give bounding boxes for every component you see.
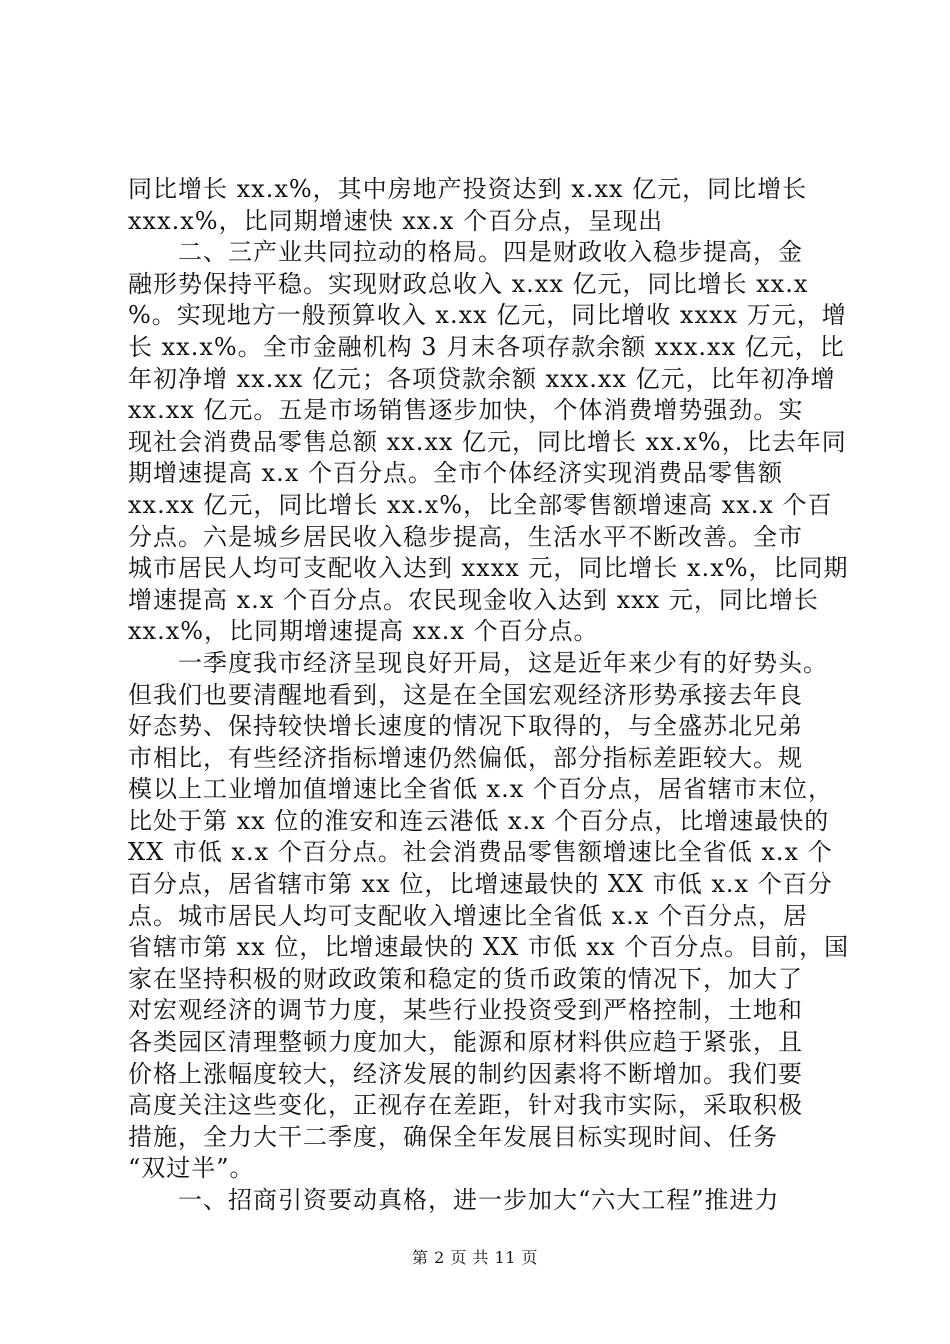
text-line: 增速提高 x.x 个百分点。农民现金收入达到 xxx 元，同比增长 xyxy=(128,585,819,614)
page-footer: 第 2 页 共 11 页 xyxy=(412,1248,538,1267)
text-line: 好态势、保持较快增长速度的情况下取得的，与全盛苏北兄弟 xyxy=(128,712,803,741)
text-line: 分点。六是城乡居民收入稳步提高，生活水平不断改善。全市 xyxy=(128,522,803,551)
text-line: 一、招商引资要动真格，进一步加大“六大工程”推进力 xyxy=(128,1186,780,1214)
text-line: 融形势保持平稳。实现财政总收入 x.xx 亿元，同比增长 xx.x xyxy=(128,269,809,298)
text-line: 一季度我市经济呈现良好开局，这是近年来少有的好势头。 xyxy=(128,648,828,677)
text-line: 对宏观经济的调节力度，某些行业投资受到严格控制，土地和 xyxy=(128,996,803,1025)
text-line: 现社会消费品零售总额 xx.xx 亿元，同比增长 xx.x%，比去年同 xyxy=(128,427,847,456)
text-line: 期增速提高 x.x 个百分点。全市个体经济实现消费品零售额 xyxy=(128,459,783,488)
text-line: 同比增长 xx.x%，其中房地产投资达到 x.xx 亿元，同比增长 xyxy=(128,175,808,203)
text-line: xx.xx 亿元，同比增长 xx.x%，比全部零售额增速高 xx.x 个百 xyxy=(128,490,833,519)
text-line: 家在坚持积极的财政政策和稳定的货币政策的情况下，加大了 xyxy=(128,964,803,993)
text-line: 年初净增 xx.xx 亿元；各项贷款余额 xxx.xx 亿元，比年初净增 xyxy=(128,364,836,393)
text-line: “双过半”。 xyxy=(128,1154,255,1183)
text-line: 比处于第 xx 位的淮安和连云港低 x.x 个百分点，比增速最快的 xyxy=(128,806,830,835)
text-line: 高度关注这些变化，正视存在差距，针对我市实际，采取积极 xyxy=(128,1091,803,1120)
text-line: 城市居民人均可支配收入达到 xxxx 元，同比增长 x.x%，比同期 xyxy=(128,554,849,583)
text-line: xx.x%，比同期增速提高 xx.x 个百分点。 xyxy=(128,617,599,646)
text-line: xxx.x%，比同期增速快 xx.x 个百分点，呈现出 xyxy=(128,206,664,235)
text-line: XX 市低 x.x 个百分点。社会消费品零售额增速比全省低 x.x 个 xyxy=(128,838,833,867)
text-line: 模以上工业增加值增速比全省低 x.x 个百分点，居省辖市末位， xyxy=(128,775,833,804)
text-line: 价格上涨幅度较大，经济发展的制约因素将不断增加。我们要 xyxy=(128,1059,803,1088)
text-line: 市相比，有些经济指标增速仍然偏低，部分指标差距较大。规 xyxy=(128,743,803,772)
text-line: 省辖市第 xx 位，比增速最快的 XX 市低 xx 个百分点。目前，国 xyxy=(128,933,850,962)
text-line: 各类园区清理整顿力度加大，能源和原材料供应趋于紧张，且 xyxy=(128,1028,803,1057)
text-line: 措施，全力大干二季度，确保全年发展目标实现时间、任务 xyxy=(128,1122,778,1151)
text-line: xx.xx 亿元。五是市场销售逐步加快，个体消费增势强劲。实 xyxy=(128,396,804,425)
text-line: 点。城市居民人均可支配收入增速比全省低 x.x 个百分点，居 xyxy=(128,901,808,930)
text-line: %。实现地方一般预算收入 x.xx 亿元，同比增收 xxxx 万元，增 xyxy=(128,301,847,330)
text-line: 长 xx.x%。全市金融机构 3 月末各项存款余额 xxx.xx 亿元，比 xyxy=(128,332,845,361)
text-line: 但我们也要清醒地看到，这是在全国宏观经济形势承接去年良 xyxy=(128,680,803,709)
text-line: 百分点，居省辖市第 xx 位，比增速最快的 XX 市低 x.x 个百分 xyxy=(128,870,833,899)
text-line: 二、三产业共同拉动的格局。四是财政收入稳步提高，金 xyxy=(128,238,803,267)
document-body xyxy=(128,174,850,1217)
